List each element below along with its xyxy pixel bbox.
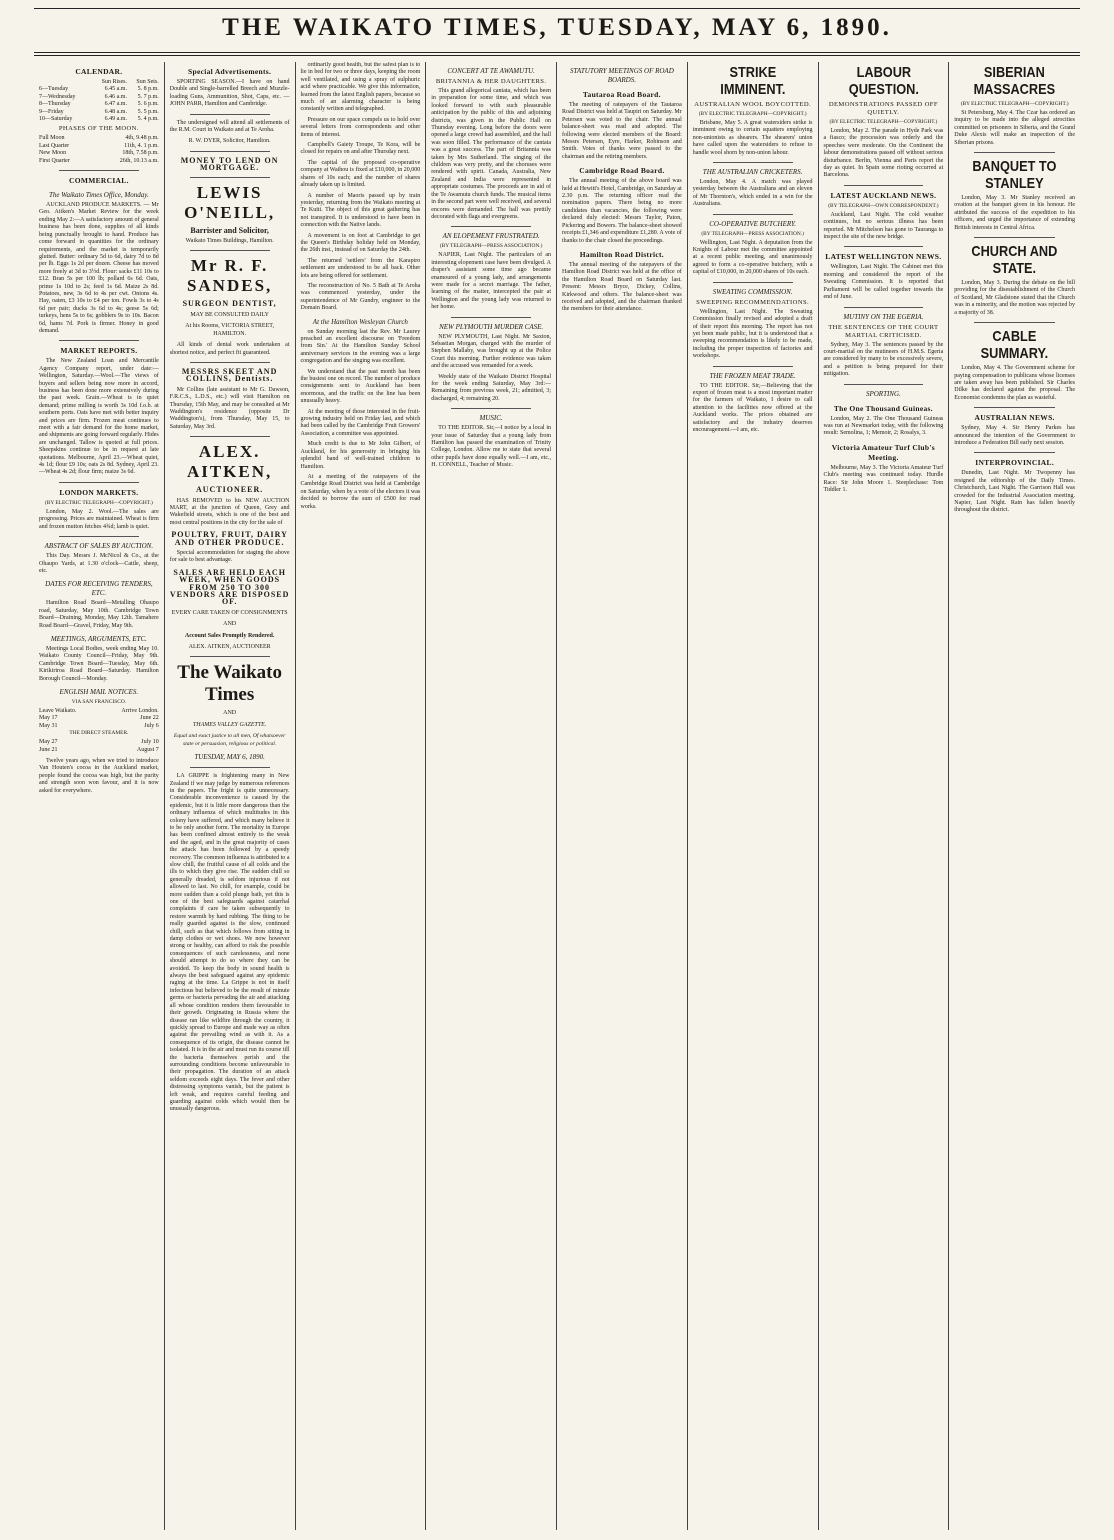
divider xyxy=(59,536,139,537)
market-reports-body: The New Zealand Loan and Mercantile Agency Company report, under date:—Wellington, Saturday.—Wool.—The views of buyers and sellers being now more in accord, business has been done more extensively during the past week. Grain.—Wheat is in quiet demand; prime milling is worth 3s 10d f.o.b. at southern ports. Oats have met with better inquiry and prices are firm. Frozen meat continues to meet with a fair demand for the home market, and shipments are going forward regularly. Hides are unchanged. Tallow is quoted at full prices. Sheepskins continue to be in request at late quotations. Melbourne, April 23.—Wheat quiet, 4s 1d; flour £9 10s; oats 2s 8d. Sydney, April 23.—Wheat 4s 2d; flour firm; maize 3s 6d. xyxy=(39,358,159,476)
divider xyxy=(974,407,1055,408)
column-2 xyxy=(165,62,296,1530)
london-markets-credit: (BY ELECTRIC TELEGRAPH—COPYRIGHT.) xyxy=(44,499,153,506)
aitken-note: Special accommodation for staging the above for sale to best advantage. xyxy=(169,550,290,564)
divider xyxy=(713,366,793,367)
church-state-heading: CHURCH AND STATE. xyxy=(971,243,1058,278)
divider xyxy=(844,185,924,186)
mail-route-heading-2: THE DIRECT STEAMER. xyxy=(69,730,129,737)
strike-subheading: AUSTRALIAN WOOL BOYCOTTED. xyxy=(694,101,812,108)
local-paragraph: Pressure on our space compels us to hold over several letters from correspondents and other items of interest. xyxy=(300,116,421,138)
market-reports-heading: MARKET REPORTS. xyxy=(60,346,138,356)
mail-row xyxy=(39,723,159,730)
divider xyxy=(713,162,793,163)
hospital-report: Weekly state of the Waikato District Hospital for the week ending Saturday, May 3rd:—Remaining from previous week, 21; admitted, 3; discharged, 4; remaining 20. xyxy=(431,373,551,402)
moon-time: 11th, 4. 1 p.m. xyxy=(124,142,159,149)
calendar-row xyxy=(39,86,159,93)
tautaroa-body: The meeting of ratepayers of the Tautaroa Road District was held at Taupiri on Saturday. Mr Petersen was voted to the chair. The annual balance-sheet was read and adopted. The following were elected members of the Board: Messrs Petersen, Eyre, Harker, Robinson and Smith. Votes of thanks were passed to the chairman and the retiring members. xyxy=(562,102,682,160)
calendar-sunset: 5. 6 p.m. xyxy=(137,101,159,108)
guineas-body: London, May 2. The One Thousand Guineas was run at Newmarket today, with the following result: Semolina, 1; Memoir, 2; Rosalys, 3. xyxy=(823,415,944,437)
column-5 xyxy=(557,62,688,1530)
labour-heading: LABOUR QUESTION. xyxy=(848,64,919,98)
divider xyxy=(451,226,531,227)
editorial-body: LA GRIPPE is frightening many in New Zealand if we may judge by numerous references in the papers. The fright is quite unnecessary. Considerable inconvenience is caused by the epidemic, but it is little more dangerous than the ordinary influenza of which multitudes in this colony have suffered, and which many believe it to be only another form. The mortality in Europe has been confined almost entirely to the weak and the aged, and in the great majority of cases the attack has been followed by a speedy recovery. The common influenza is attributed to a slow chill, the fruitful cause of all colds and the ills to which they give rise. The sudden chill so generally dreaded, is seldom injurious if not allowed to last. No chill, for example, could be more sudden than a cold plunge bath, yet this is one of the best safeguards against catarrhal complaints if care be taken subsequently to restore warmth by hard rubbing. The thing to be really guarded against is the slow, continued chill, such as that which follows from sitting in damp clothes or wet shoes. We now however strong or healthy, can afford to risk the possible consequences of such carelessness, and none should attempt to do so where they can be avoided. To keep the body in sound health is always the best safeguard against any epidemic raging at the time. La Grippe is not in itself infectious but believed to be the result of minute germs or bacteria pervading the air and attacking all whose condition renders them favourable to their growth. Originating in Russia where the disease ran like wildfire through the country, it quickly spread to Europe and made way as often against the prevailing wind as with it. As a consequence of its origin, the disease cannot be isolated. It is in the air and must run its course till the bacteria themselves perish and the surrounding conditions become unfavourable to their propagation. The duration of an attack seldom exceeds eight days. The fever and other distressing symptoms vanish, but the patient is left weak, and requires careful feeding and guarding against colds which would then be unusually dangerous. xyxy=(169,773,290,1113)
aitken-cards: EVERY CARE TAKEN OF CONSIGNMENTS xyxy=(171,609,288,616)
local-paragraph: A number of Maoris passed up by train yesterday, returning from the Waikato meeting at Te Kuiti. The object of this great gathering has not transpired. It is understood to have been in connection with the Native lands. xyxy=(300,192,421,229)
calendar-day: 9—Friday xyxy=(39,108,64,115)
commercial-body: AUCKLAND PRODUCE MARKETS. — Mr Geo. Aitken's Market Review for the week ending May 2:—A satisfactory amount of general business has been done, supplies of all kinds being punctually brought to hand. Produce has come forward in quantities for the ordinary requirements, and the market is temporarily glutted. Butter: ordinary 5d to 6d, dairy 7d to 8d per lb. Eggs 1s 2d per dozen. Cheese has moved more freely at 3d to 3½d. Flour: sacks £11 10s to £12. Bran 5s per 100 lb; pollard 6s 6d. Oats, prime 1s 10d to 2s; feed 1s 6d. Maize 2s 8d. Potatoes, new, 3s 6d to 4s per cwt. Onions 4s. Hay, oaten, £3 10s to £4 per ton. Fowls 3s to 4s 6d per pair; ducks 3s 6d to 4s; geese 5s 6d; turkeys, hens 5s to 6s; gobblers 9s to 10s. Bacon 6d, hams 7d. Pork is firmer. Honey in good demand. xyxy=(39,202,159,334)
divider xyxy=(190,436,270,437)
local-paragraph: The returned 'settlers' from the Karapiro settlement are understood to be all back. Other lots are being offered for settlement. xyxy=(300,257,421,279)
meetings-heading: MEETINGS, ARGUMENTS, ETC. xyxy=(50,634,147,643)
calendar-sunset: 5. 4 p.m. xyxy=(137,116,159,123)
calendar-row xyxy=(39,94,159,101)
calendar-sunrise: 6.45 a.m. xyxy=(104,86,127,93)
murder-body: NEW PLYMOUTH, Last Night. Mr Saxton, Sebastian Morgan, charged with the murder of Stephen Mallaby, was brought up at the Police Court this morning. Further evidence was taken and the accused was remanded for a week. xyxy=(431,333,551,370)
divider xyxy=(974,322,1055,323)
sandes-title: SURGEON DENTIST, xyxy=(182,299,277,309)
elopement-credit: (BY TELEGRAPH—PRESS ASSOCIATION.) xyxy=(439,243,543,250)
divider xyxy=(190,362,270,363)
cable-summary-body: London, May 4. The Government scheme for paying compensation to publicans whose licenses are taken away has been published. Sir Charles Dilke has declared against the proposal. The Economist condemns the plan as wasteful. xyxy=(954,365,1075,401)
commercial-subheading: The Waikato Times Office, Monday. xyxy=(49,191,149,200)
divider xyxy=(844,384,924,385)
dyer-notice: The undersigned will attend all settlements of the R.M. Court in Waikato and at Te Aroha. xyxy=(169,119,290,134)
siberian-credit: (BY ELECTRIC TELEGRAPH—COPYRIGHT.) xyxy=(960,101,1069,107)
auckland-news-heading: LATEST AUCKLAND NEWS. xyxy=(830,190,937,200)
divider xyxy=(190,151,270,152)
moon-time: 26th, 10.13 a.m. xyxy=(119,157,159,164)
music-letter: TO THE EDITOR. Sir,—I notice by a local in your issue of Saturday that a young lady from Hamilton has passed the examination of Trinity College, London. Allow me to state that several other pupils have done equally well.—I am, etc., H. CONNELL, Teacher of Music. xyxy=(431,425,551,469)
sporting-heading: SPORTING. xyxy=(865,389,901,398)
banquet-heading: BANQUET TO STANLEY xyxy=(972,158,1057,193)
divider xyxy=(713,214,793,215)
sandes-address: At his Rooms, VICTORIA STREET, HAMILTON. xyxy=(185,323,274,337)
column-3 xyxy=(296,62,427,1530)
newspaper-title: THE WAIKATO TIMES, TUESDAY, MAY 6, 1890. xyxy=(222,14,892,41)
calendar-sunset: 5. 7 p.m. xyxy=(137,93,159,100)
siberian-body: St Petersburg, May 4. The Czar has ordered an inquiry to be made into the alleged atrocities committed on prisoners in Siberia, and the Grand Duke Alexis will make an inspection of the Siberian prisons. xyxy=(954,110,1075,146)
divider xyxy=(59,482,139,483)
divider xyxy=(844,246,924,247)
paper-subtitle: THAMES VALLEY GAZETTE. xyxy=(192,721,267,728)
aitken-and: AND xyxy=(223,621,237,628)
abstract-heading: ABSTRACT OF SALES BY AUCTION. xyxy=(44,542,154,551)
vatc-body: Melbourne, May 3. The Victoria Amateur Turf Club's meeting was continued today. Hurdle Race: Sir John Moore 1. Steeplechase: Tom Tiddler 1. xyxy=(823,464,944,493)
mail-arrive: June 22 xyxy=(140,715,159,722)
mail-header-row xyxy=(39,708,159,715)
divider xyxy=(713,282,793,283)
divider xyxy=(190,656,270,657)
calendar-row xyxy=(39,101,159,108)
sporting-ad: SPORTING SEASON.—I have on hand Double and Single-barrelled Breech and Muzzle-loading Guns, Ammunition, Shot, Caps, etc. — JOHN PARR, Hamilton and Cambridge. xyxy=(169,79,290,108)
mail-row xyxy=(39,715,159,722)
butchery-body: Wellington, Last Night. A deputation from the Knights of Labour met the committee appointed at a recent public meeting, and unanimously agreed to form a co-operative butchery, with a capital of £10,000, in 20,000 shares of 10s each. xyxy=(692,239,813,276)
local-paragraph: At the meeting of those interested in the fruit-growing industry held on Friday last, and which had been called by the Cambridge Fruit Growers' Association, a committee was appointed. xyxy=(300,408,421,437)
divider xyxy=(974,452,1055,453)
sweating-body: Wellington, Last Night. The Sweating Commission finally revised and adopted a draft of their report this morning. The report has not yet been made public, but it is understood that a sweeping recommendation is likely to be made, including the proper inspection of factories and workshops. xyxy=(692,308,813,360)
frozen-meat-body: TO THE EDITOR. Sir,—Believing that the export of frozen meat is a most important matter for the farmers of Waikato, I desire to call attention to the facilities now offered at the Auckland works. The prices obtained are satisfactory and the industry deserves encouragement.—I am, etc. xyxy=(692,382,813,433)
oneill-title: Barrister and Solicitor, xyxy=(190,225,269,235)
concert-heading: CONCERT AT TE AWAMUTU. xyxy=(447,67,535,75)
wellington-news-body: Wellington, Last Night. The Cabinet met this morning and considered the report of the Sweating Commission. It is reported that Parliament will be called together towards the end of June. xyxy=(823,264,944,301)
interprovincial-heading: INTERPROVINCIAL. xyxy=(975,458,1055,468)
mail-leave: May 27 xyxy=(39,739,58,746)
aitken-goods: POULTRY, FRUIT, DAIRY AND OTHER PRODUCE. xyxy=(171,530,288,547)
page-columns xyxy=(34,62,1080,1530)
egeria-heading: MUTINY ON THE EGERIA. xyxy=(843,312,924,321)
moon-phase: First Quarter xyxy=(39,157,70,164)
meetings-body: Meetings Local Bodies, week ending May 10. Waikato County Council—Friday, May 9th. Cambridge Town Board—Tuesday, May 6th. Kirikiriroa Road Board—Saturday. Hamilton Borough Council—Monday. xyxy=(39,645,159,682)
auckland-news-body: Auckland, Last Night. The cold weather continues, but no serious illness has been reported. Mr Mitchelson has gone to Tauranga to inspect the site of the new bridge. xyxy=(823,211,944,241)
sandes-body: All kinds of dental work undertaken at shortest notice, and perfect fit guaranteed. xyxy=(169,342,290,356)
vatc-heading: Victoria Amateur Turf Club's Meeting. xyxy=(831,442,935,462)
local-paragraph: Campbell's Gaiety Troupe, Te Kora, will be closed for repairs on and after Thursday next. xyxy=(300,142,421,156)
hamilton-heading: Hamilton Road District. xyxy=(579,249,664,259)
mail-arrive: August 7 xyxy=(136,746,159,753)
labour-subheading: DEMONSTRATIONS PASSED OFF QUIETLY. xyxy=(828,101,938,116)
moon-phase: Last Quarter xyxy=(39,142,70,149)
labour-credit: (BY ELECTRIC TELEGRAPH—COPYRIGHT.) xyxy=(829,119,938,125)
egeria-body: Sydney, May 3. The sentences passed by the court-martial on the mutineers of H.M.S. Egeria are considered by many to be excessively severe, and a petition is being prepared for their mitigation. xyxy=(823,341,944,378)
elopement-body: NAPIER, Last Night. The particulars of an interesting elopement case have been divulged. A draper's assistant some time ago became enamoured of a young lady, and arrangements were made for a secret marriage. The father, learning of the matter, intercepted the pair at Wellington and the young lady was returned to her home. xyxy=(431,252,551,311)
wellington-news-heading: LATEST WELLINGTON NEWS. xyxy=(825,252,942,262)
calendar-col-day xyxy=(39,79,91,86)
frozen-meat-heading: THE FROZEN MEAT TRADE. xyxy=(709,371,796,380)
mail-leave: May 31 xyxy=(39,722,58,729)
dyer-signature: R. W. DYER, Solicitor, Hamilton. xyxy=(188,138,271,145)
calendar-day: 10—Saturday xyxy=(39,116,73,123)
masthead-bottom-rule xyxy=(34,52,1080,53)
mail-table xyxy=(39,708,159,730)
calendar-header-row xyxy=(39,79,159,86)
calendar-table xyxy=(39,79,159,123)
calendar-day: 8—Thursday xyxy=(39,101,71,108)
music-heading: MUSIC. xyxy=(479,414,503,423)
mail-col-leave: Leave Waikato. xyxy=(39,707,77,714)
local-paragraph: The reconstruction of No. 5 Bath at Te Aroha was commenced yesterday, under the superintendence of Mr Gundry, engineer to the Domain Board. xyxy=(300,282,421,312)
abstract-body: This Day. Messrs J. McNicol & Co., at the Ohaupo Yards, at 1.30 o'clock—Cattle, sheep, etc. xyxy=(39,553,159,574)
divider xyxy=(190,767,270,768)
aitken-sales: SALES ARE HELD EACH WEEK, WHEN GOODS FROM 250 TO 300 VENDORS ARE DISPOSED OF. xyxy=(169,567,290,607)
calendar-col-sunrise: Sun Rises. xyxy=(101,79,127,85)
divider xyxy=(59,340,139,341)
london-markets-body: London, May 2. Wool.—The sales are progressing. Prices are maintained. Wheat is firm and frozen mutton fetches 4¾d; lamb is quiet. xyxy=(39,508,159,530)
paper-motto: Equal and exact justice to all men, Of whatsoever state or persuasion, religious or political. xyxy=(173,733,286,747)
moon-row xyxy=(39,158,159,165)
mail-row xyxy=(39,739,159,746)
sweating-heading: SWEATING COMMISSION. xyxy=(712,287,793,296)
elopement-heading: AN ELOPEMENT FRUSTRATED. xyxy=(442,232,540,241)
concert-subheading: BRITANNIA & HER DAUGHTERS. xyxy=(435,78,547,85)
wesleyan-heading: At the Hamilton Wesleyan Church xyxy=(312,317,408,326)
special-ads-heading: Special Advertisements. xyxy=(188,67,272,76)
column-6 xyxy=(688,62,819,1530)
paper-and: AND xyxy=(223,710,237,717)
mail-table-2 xyxy=(39,739,159,754)
moon-time: 18th, 7.58 p.m. xyxy=(122,150,159,157)
oneill-name: LEWIS O'NEILL, xyxy=(184,182,276,222)
tenders-heading: DATES FOR RECEIVING TENDERS, ETC. xyxy=(45,580,153,598)
divider xyxy=(190,250,270,251)
cocoa-note: Twelve years ago, when we tried to introduce Van Houten's cocoa in the Auckland market, people found the cocoa was high, but the purity and strength soon won favour, and it is now asked for everywhere. xyxy=(39,758,159,794)
sandes-name: Mr R. F. SANDES, xyxy=(186,256,273,296)
local-paragraph: A movement is on foot at Cambridge to get the Queen's Birthday holiday held on Monday, the 26th inst., instead of on Saturday the 24th. xyxy=(300,232,421,254)
paper-date: TUESDAY, MAY 6, 1890. xyxy=(194,753,265,762)
calendar-day: 6—Tuesday xyxy=(39,86,69,93)
banquet-body: London, May 3. Mr Stanley received an ovation at the banquet given in his honour. He attributed the success of the expedition to his officers, and urged the importance of extending British interests in Central Africa. xyxy=(954,195,1075,231)
moon-row xyxy=(39,150,159,157)
cambridge-body: The annual meeting of the above board was held at Hewitt's Hotel, Cambridge, on Saturday at 2.30 p.m. The returning officer read the nomination papers. There being no more candidates than vacancies, the following were declared duly elected: Messrs Taylor, Paton, Pickering and Bowers. The balance-sheet showed receipts £1,346 and expenditure £1,280. A vote of thanks to the chair closed the proceedings. xyxy=(562,178,682,244)
butchery-heading: CO-OPERATIVE BUTCHERY. xyxy=(709,219,797,228)
moon-row xyxy=(39,135,159,142)
moon-phases-heading: PHASES OF THE MOON. xyxy=(58,125,139,133)
strike-credit: (BY ELECTRIC TELEGRAPH—COPYRIGHT.) xyxy=(698,111,807,117)
tenders-body: Hamilton Road Board—Metalling Ohaupo road, Saturday, May 10th. Cambridge Town Board—Draining, Monday, May 12th. Tamahere Road Board—Gravel, Friday, May 9th. xyxy=(39,600,159,629)
aitken-name: ALEX. AITKEN, xyxy=(186,442,273,482)
local-paragraph: The capital of the proposed co-operative company at Waihou is fixed at £10,000, in 20,000 shares of 10s each; and the number of shares already taken up is limited. xyxy=(300,159,421,189)
strike-body: Brisbane, May 5. A great watersiders strike is imminent owing to certain squatters employing non-unionists as shearers. The shearers' union have called upon the watersiders to refuse to handle wool shorn by non-union labour. xyxy=(692,120,813,156)
divider xyxy=(190,177,270,178)
london-markets-heading: LONDON MARKETS. xyxy=(59,487,139,497)
column-4 xyxy=(426,62,557,1530)
calendar-sunset: 5. 8 p.m. xyxy=(137,86,159,93)
local-paragraph: on Sunday morning last the Rev. Mr Laurey preached an excellent discourse on 'Freedom from Sin.' At the Hamilton Sunday School anniversary services in the evening was a large congregation and the singing was excellent. xyxy=(300,328,421,365)
masthead-top-rule xyxy=(34,8,1080,9)
cambridge-heading: Cambridge Road Board. xyxy=(579,166,665,176)
local-paragraph: We understand that the past month has been the busiest one on record. The number of produce consignments sent to Auckland has been enormous, and the traffic on the line has been unusually heavy. xyxy=(300,368,421,405)
mail-arrive: July 6 xyxy=(144,722,159,729)
calendar-sunset: 5. 5 p.m. xyxy=(137,108,159,115)
masthead xyxy=(0,0,1114,56)
divider xyxy=(451,317,531,318)
mail-col-arrive: Arrive London. xyxy=(121,707,159,714)
divider xyxy=(59,170,139,171)
moon-phases-table xyxy=(39,135,159,165)
calendar-row xyxy=(39,109,159,116)
murder-heading: NEW PLYMOUTH MURDER CASE. xyxy=(439,322,544,331)
moon-phase: Full Moon xyxy=(39,135,65,142)
egeria-subheading: THE SENTENCES OF THE COURT MARTIAL CRITICISED. xyxy=(828,323,939,339)
oneill-address: Waikato Times Buildings, Hamilton. xyxy=(185,238,274,245)
aitken-accounts: Account Sales Promptly Rendered. xyxy=(184,632,275,639)
divider xyxy=(190,114,270,115)
calendar-sunrise: 6.46 a.m. xyxy=(104,93,127,100)
divider xyxy=(974,152,1055,153)
moon-phase: New Moon xyxy=(39,150,67,157)
skeet-name: MESSRS SKEET AND COLLINS, Dentists. xyxy=(181,366,278,384)
masthead-bottom-rule-2 xyxy=(34,55,1080,56)
calendar-col-sunset: Sun Sets. xyxy=(136,79,159,85)
commercial-heading: COMMERCIAL. xyxy=(68,176,129,186)
australian-news-body: Sydney, May 4. Sir Henry Parkes has announced the intention of the Government to introduce a Federation Bill early next session. xyxy=(954,425,1075,446)
column-8 xyxy=(949,62,1080,1530)
tautaroa-heading: Tautaroa Road Board. xyxy=(582,90,661,99)
calendar-heading: CALENDAR. xyxy=(75,67,123,76)
butchery-credit: (BY TELEGRAPH—PRESS ASSOCIATION.) xyxy=(701,230,804,237)
auckland-news-credit: (BY TELEGRAPH—OWN CORRESPONDENT.) xyxy=(828,202,939,209)
local-paragraph: Much credit is due to Mr John Gilbert, of Auckland, for his generosity in bringing his splendid band of well-trained children to Hamilton. xyxy=(300,441,421,470)
interprovincial-body: Dunedin, Last Night. Mr Twopenny has resigned the editorship of the Daily Times. Christchurch, Last Night. The Garrison Hall was crowded for the Industrial Association meeting. Napier, Last Night. Rain has fallen heavily throughout the district. xyxy=(954,470,1075,514)
local-paragraph: At a meeting of the ratepayers of the Cambridge Road District was held at Cambridge on Saturday, when by a vote of the electors it was decided to borrow the sum of £500 for road works. xyxy=(300,473,421,510)
calendar-sunrise: 6.47 a.m. xyxy=(104,101,127,108)
calendar-sunrise: 6.48 a.m. xyxy=(104,108,127,115)
mail-row xyxy=(39,747,159,754)
mail-leave: May 17 xyxy=(39,715,58,722)
siberian-heading: SIBERIAN MASSACRES xyxy=(973,64,1056,98)
hamilton-body: The annual meeting of the ratepayers of the Hamilton Road District was held at the office of the Hamilton Road Board on Saturday last. Present: Messrs Bryce, Dickey, Collins, Kirkwood and others. The balance-sheet was received and adopted, and the chairman thanked the members for their attendance. xyxy=(562,261,682,313)
cricketers-heading: THE AUSTRALIAN CRICKETERS. xyxy=(702,168,803,177)
aitken-signature: ALEX. AITKEN, AUCTIONEER xyxy=(188,644,271,651)
calendar-sunrise: 6.49 a.m. xyxy=(104,116,127,123)
church-state-body: London, May 3. During the debate on the bill providing for the disestablishment of the Church of Scotland, Mr Gladstone stated that the Church was in a minority, and the motion was rejected by a majority of 38. xyxy=(954,280,1075,316)
concert-body: This grand allegorical cantata, which has been in preparation for some time, and which was looked forward to with such pleasurable anticipation by the public of this and adjoining districts, was given in the Public Hall on Thursday evening. Long before the doors were opened a large crowd had assembled, and the hall was soon filled. The performance of the cantata was a great success. The part of Britannia was taken by Mrs Sutherland. The singing of the children was very pretty, and the choruses were rendered with spirit. Canada, Australia, New Zealand and India were represented in appropriate costumes. The proceeds are in aid of the Te Awamutu church funds. The musical items in the second part were well received, and several encores were demanded. The hall was prettily decorated with flags and evergreens. xyxy=(431,88,551,220)
mail-route-heading: VIA SAN FRANCISCO. xyxy=(71,698,127,705)
mail-notices-heading: ENGLISH MAIL NOTICES. xyxy=(59,687,139,696)
paper-nameplate: The Waikato Times xyxy=(177,662,282,706)
divider xyxy=(974,237,1055,238)
mortgage-ad: MONEY TO LEND ON MORTGAGE. xyxy=(180,155,279,173)
moon-time: 4th, 9.48 p.m. xyxy=(125,135,159,142)
calendar-row xyxy=(39,116,159,123)
local-paragraph: ordinarily good health, but the safest plan is to lie in bed for two or three days, keeping the room well ventilated, and using a spray of sulphuric acid where practicable. We give this information, learned from the latest English papers, because so much of an alarming character is being constantly written and telegraphed. xyxy=(300,62,421,113)
cricketers-body: London, May 4. A match was played yesterday between the Australians and an eleven of Mr Thornton's, which ended in a win for the Australians. xyxy=(692,179,813,208)
sandes-note: MAY BE CONSULTED DAILY xyxy=(190,311,269,318)
sweating-subheading: SWEEPING RECOMMENDATIONS. xyxy=(696,298,810,306)
guineas-heading: The One Thousand Guineas. xyxy=(833,403,933,413)
aitken-title: AUCTIONEER. xyxy=(196,485,264,495)
australian-news-heading: AUSTRALIAN NEWS. xyxy=(974,413,1055,423)
cable-summary-heading: CABLE SUMMARY. xyxy=(980,328,1049,363)
aitken-body: HAS REMOVED to his NEW AUCTION MART, at the junction of Queen, Grey and Wakefield streets, which is one of the best and most central positions in the city for the sale of xyxy=(169,497,290,526)
column-1 xyxy=(34,62,165,1530)
mail-leave: June 21 xyxy=(39,746,58,753)
skeet-body: Mr Collins (late assistant to Mr G. Dawson, F.R.C.S., L.D.S., etc.) will visit Hamilton on Thursday, 15th May, and may be consulted at Mr Waddington's residence (opposite Dr Waddington's), from Thursday, May 15, to Saturday, May 3rd. xyxy=(169,386,290,430)
column-7 xyxy=(819,62,950,1530)
road-boards-heading: STATUTORY MEETINGS OF ROAD BOARDS. xyxy=(569,67,674,84)
divider xyxy=(451,408,531,409)
strike-heading: STRIKE IMMINENT. xyxy=(720,64,786,98)
mail-arrive: July 10 xyxy=(141,739,159,746)
divider xyxy=(844,307,924,308)
calendar-day: 7—Wednesday xyxy=(39,93,76,100)
moon-row xyxy=(39,143,159,150)
labour-body: London, May 2. The parade in Hyde Park was a fiasco; the procession was orderly and the speeches were moderate. On the Continent the labour demonstrations passed off without serious disturbance. Berlin, Vienna and Paris report the day as quiet. In Spain some rioting occurred at Barcelona. xyxy=(823,128,944,179)
